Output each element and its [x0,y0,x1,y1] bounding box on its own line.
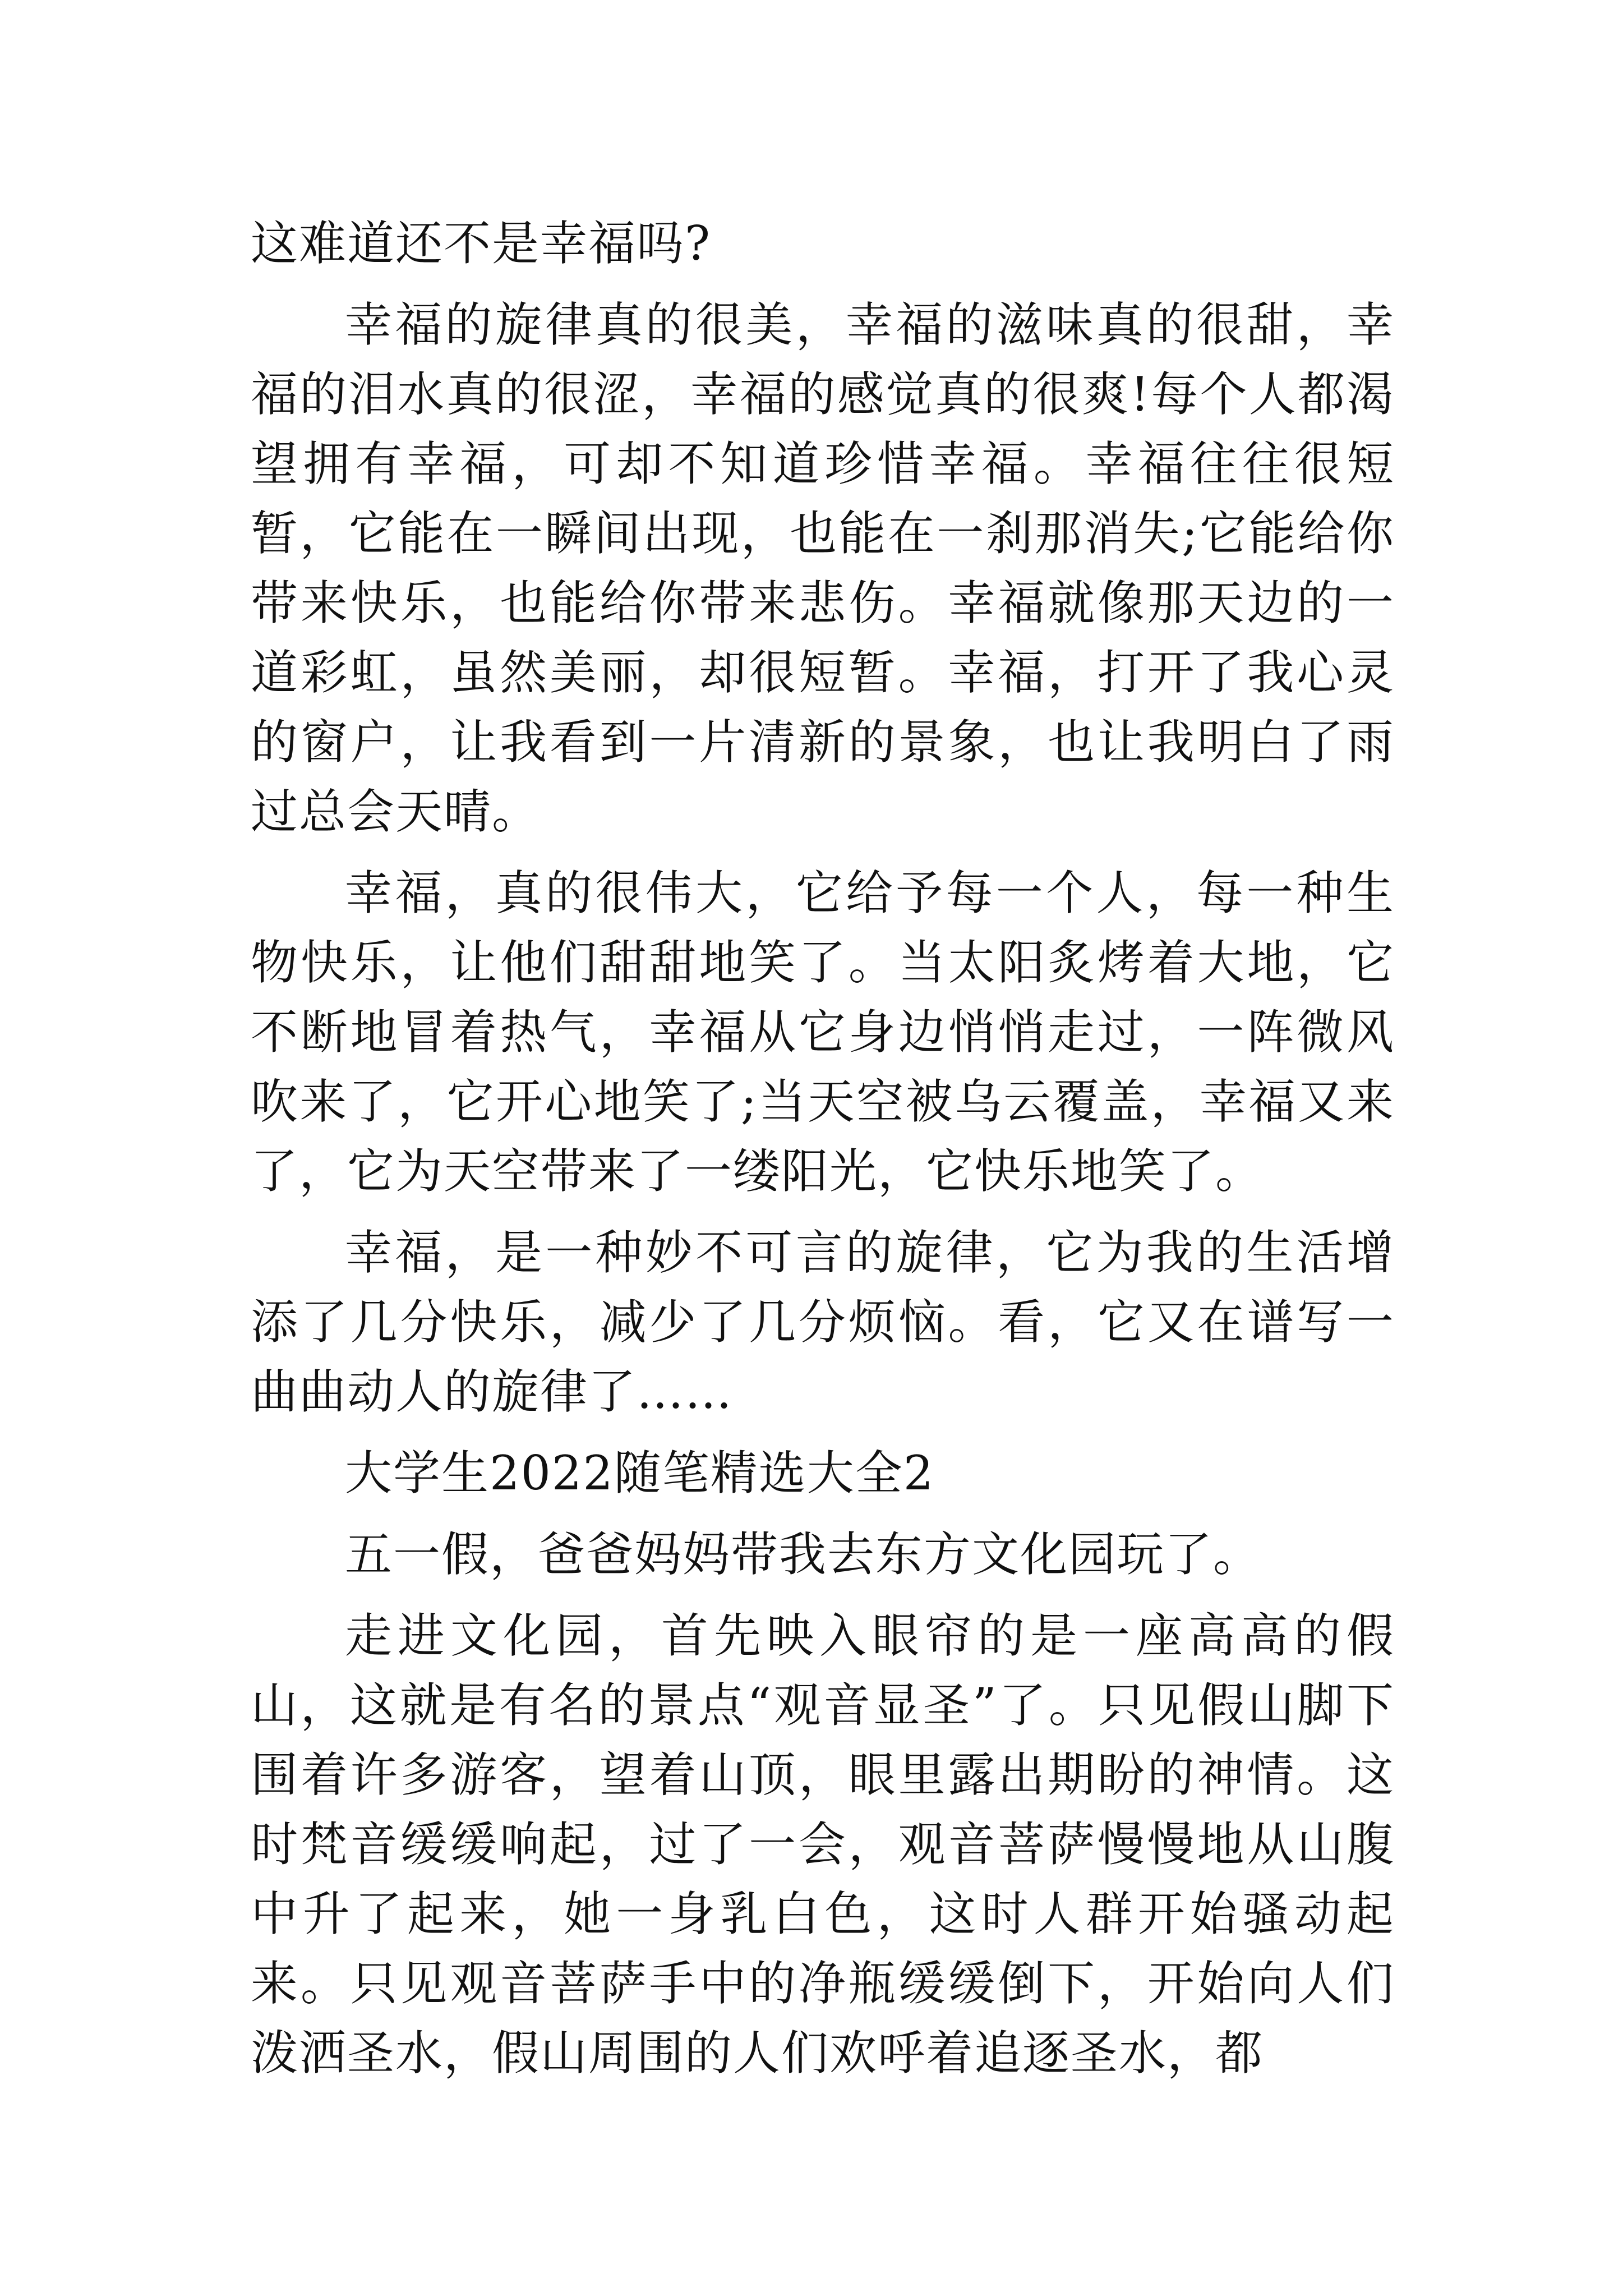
document-body [251,209,1395,2100]
paragraph-3: 幸福，是一种妙不可言的旋律，它为我的生活增添了几分快乐，减少了几分烦恼。看，它又在谱写一曲曲动人的旋律了…… [251,1225,1395,1419]
section-heading: 大学生2022随笔精选大全2 [345,1446,935,1501]
paragraph-2: 幸福，真的很伟大，它给予每一个人，每一种生物快乐，让他们甜甜地笑了。当太阳炙烤着大地，它不断地冒着热气，幸福从它身边悄悄走过，一阵微风吹来了，它开心地笑了;当天空被乌云覆盖，幸福又来了，它为天空带来了一缕阳光，它快乐地笑了。 [251,866,1395,1199]
paragraph-5: 五一假，爸爸妈妈带我去东方文化园玩了。 [345,1527,1262,1582]
paragraph-6: 走进文化园，首先映入眼帘的是一座高高的假山，这就是有名的景点“观音显圣”了。只见假山脚下围着许多游客，望着山顶，眼里露出期盼的神情。这时梵音缓缓响起，过了一会，观音菩萨慢慢地从山腹中升了起来，她一身乳白色，这时人群开始骚动起来。只见观音菩萨手中的净瓶缓缓倒下，开始向人们泼洒圣水，假山周围的人们欢呼着追逐圣水，都 [251,1608,1395,2081]
paragraph-0: 这难道还不是幸福吗? [251,216,712,271]
paragraph-1: 幸福的旋律真的很美，幸福的滋味真的很甜，幸福的泪水真的很涩，幸福的感觉真的很爽!每个人都渴望拥有幸福，可却不知道珍惜幸福。幸福往往很短暂，它能在一瞬间出现，也能在一刹那消失;它能给你带来快乐，也能给你带来悲伤。幸福就像那天边的一道彩虹，虽然美丽，却很短暂。幸福，打开了我心灵的窗户，让我看到一片清新的景象，也让我明白了雨过总会天晴。 [251,297,1395,839]
